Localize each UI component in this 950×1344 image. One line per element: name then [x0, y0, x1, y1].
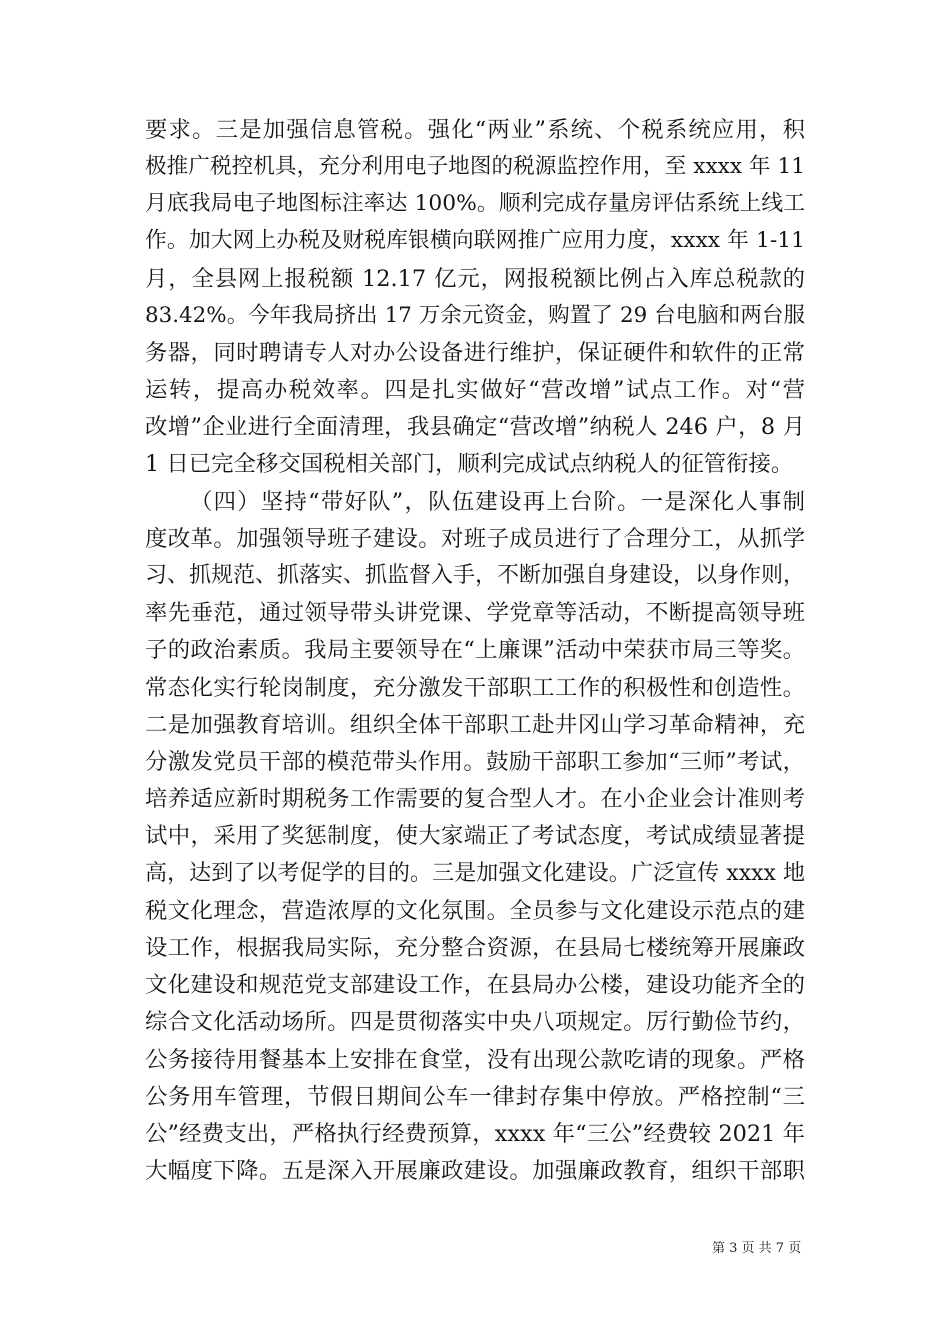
text-line: 改增”企业进行全面清理，我县确定“营改增”纳税人 246 户，8 月 — [145, 414, 805, 440]
text-line: 要求。三是加强信息管税。强化“两业”系统、个税系统应用，积 — [145, 117, 805, 143]
text-line: 高，达到了以考促学的目的。三是加强文化建设。广泛宣传 xxxx 地 — [145, 861, 805, 886]
text-line: 率先垂范，通过领导带头讲党课、学党章等活动，不断提高领导班 — [145, 600, 805, 626]
text-line: 运转，提高办税效率。四是扎实做好“营改增”试点工作。对“营 — [145, 377, 805, 403]
text-line: 文化建设和规范党支部建设工作，在县局办公楼，建设功能齐全的 — [145, 972, 805, 998]
text-line: 月，全县网上报税额 12.17 亿元，网报税额比例占入库总税款的 — [145, 266, 805, 292]
text-line: 作。加大网上办税及财税库银横向联网推广应用力度，xxxx 年 1-11 — [145, 228, 805, 253]
text-line: 公务用车管理，节假日期间公车一律封存集中停放。严格控制“三 — [145, 1084, 805, 1110]
text-line: 习、抓规范、抓落实、抓监督入手，不断加强自身建设，以身作则， — [145, 563, 806, 588]
text-line: 大幅度下降。五是深入开展廉政建设。加强廉政教育，组织干部职 — [145, 1158, 805, 1184]
text-line: 极推广税控机具，充分利用电子地图的税源监控作用，至 xxxx 年 11 — [145, 154, 805, 179]
section-heading-line: （四）坚持“带好队”，队伍建设再上台阶。一是深化人事制 — [190, 489, 805, 515]
text-line: 1 日已完全移交国税相关部门，顺利完成试点纳税人的征管衔接。 — [145, 451, 794, 477]
text-line: 二是加强教育培训。组织全体干部职工赴井冈山学习革命精神，充 — [145, 712, 805, 738]
text-line: 公务接待用餐基本上安排在食堂，没有出现公款吃请的现象。严格 — [145, 1047, 805, 1073]
text-line: 分激发党员干部的模范带头作用。鼓励干部职工参加“三师”考试， — [145, 749, 805, 775]
page-number-footer: 第 3 页 共 7 页 — [712, 1241, 802, 1256]
text-line: 务器，同时聘请专人对办公设备进行维护，保证硬件和软件的正常 — [145, 340, 805, 366]
text-line: 综合文化活动场所。四是贯彻落实中央八项规定。厉行勤俭节约， — [145, 1009, 805, 1035]
text-line: 公”经费支出，严格执行经费预算，xxxx 年“三公”经费较 2021 年 — [145, 1121, 805, 1147]
text-line: 月底我局电子地图标注率达 100%。顺利完成存量房评估系统上线工 — [145, 191, 805, 216]
text-line: 试中，采用了奖惩制度，使大家端正了考试态度，考试成绩显著提 — [145, 823, 805, 849]
text-line: 常态化实行轮岗制度，充分激发干部职工工作的积极性和创造性。 — [145, 675, 805, 701]
text-line: 83.42%。今年我局挤出 17 万余元资金，购置了 29 台电脑和两台服 — [145, 303, 805, 328]
text-line: 培养适应新时期税务工作需要的复合型人才。在小企业会计准则考 — [145, 786, 805, 812]
text-line: 税文化理念，营造浓厚的文化氛围。全员参与文化建设示范点的建 — [145, 898, 805, 924]
text-line: 度改革。加强领导班子建设。对班子成员进行了合理分工，从抓学 — [145, 526, 805, 552]
text-line: 设工作，根据我局实际，充分整合资源，在县局七楼统筹开展廉政 — [145, 935, 805, 961]
text-line: 子的政治素质。我局主要领导在“上廉课”活动中荣获市局三等奖。 — [145, 637, 805, 663]
